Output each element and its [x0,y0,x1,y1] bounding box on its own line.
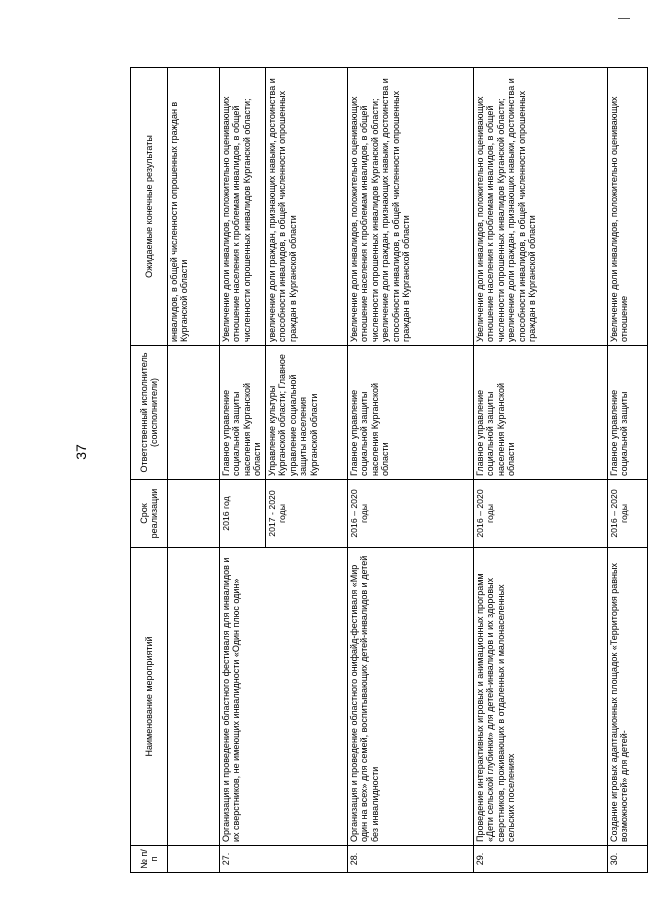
cont-executor [168,346,220,480]
row-executor: Главное управление социальной защиты населения Курганской области [348,346,474,480]
header-deadline: Срок реализации [131,480,168,548]
row-executor: Главное управление социальной защиты [608,346,648,480]
row-results: Увеличение доли инвалидов, положительно оценивающих отношение населения к проблемам инвалидов, в общей численности опрошенных инвалидов Курганской области; увеличение доли граждан, признающих навыки, достоинства и способности инвалидов, в общей численности опрошенных граждан в Курганской области [348,68,474,346]
row-executor: Управление культуры Курганской области; Главное управление социальной защиты населения Курганской области [266,346,348,480]
row-event: Создание игровых адаптационных площадок «Территория равных возможностей» для детей- [608,548,648,846]
table-row [348,68,474,873]
header-row [131,68,168,873]
continuation-row [168,68,220,873]
row-num: 27. [220,846,348,873]
header-event: Наименование мероприятий [131,548,168,846]
row-deadline: 2016 – 2020 годы [608,480,648,548]
table-row [608,68,648,873]
row-deadline: 2016 год [220,480,266,548]
table-row [474,68,608,873]
row-deadline: 2016 – 2020 годы [474,480,608,548]
events-table [130,67,648,873]
row-executor: Главное управление социальной защиты населения Курганской области [474,346,608,480]
row-num: 28. [348,846,474,873]
row-deadline: 2016 – 2020 годы [348,480,474,548]
header-executor: Ответственный исполнитель (соисполнители) [131,346,168,480]
row-results: увеличение доли граждан, признающих навыки, достоинства и способности инвалидов, в общей численности опрошенных граждан в Курганской области [266,68,348,346]
corner-mark [618,18,630,19]
header-num: № п/п [131,846,168,873]
row-num: 30. [608,846,648,873]
row-event: Проведение интерактивных игровых и анимационных программ «Дети сельской глубинки» для детей-инвалидов и их здоровых сверстников, проживающих в отдаленных и малонаселенных сельских поселениях [474,548,608,846]
cont-event [168,548,220,846]
row-deadline: 2017 - 2020 годы [266,480,348,548]
table-row [220,68,266,873]
page-number: 37 [73,444,89,460]
row-results: Увеличение доли инвалидов, положительно оценивающих отношение населения к проблемам инвалидов, в общей численности опрошенных инвалидов Курганской области; [220,68,266,346]
row-event: Организация и проведение областного фестиваля для инвалидов и их сверстников, не имеющих инвалидности «Один плюс один» [220,548,348,846]
cont-results: инвалидов, в общей численности опрошенных граждан в Курганской области [168,68,220,346]
row-num: 29. [474,846,608,873]
row-results: Увеличение доли инвалидов, положительно оценивающих отношение населения к проблемам инвалидов, в общей численности опрошенных инвалидов Курганской области; увеличение доли граждан, признающих навыки, достоинства и способности инвалидов, в общей численности опрошенных граждан в Курганской области [474,68,608,346]
cont-num [168,846,220,873]
row-executor: Главное управление социальной защиты населения Курганской области [220,346,266,480]
row-event: Организация и проведение областного онифайд-фестиваля «Мир один на всех» для семей, воспитывающих детей-инвалидов и детей без инвалидности [348,548,474,846]
cont-deadline [168,480,220,548]
rotated-table-wrapper [130,68,630,873]
header-results: Ожидаемые конечные результаты [131,68,168,346]
document-table-area [130,68,630,873]
row-results: Увеличение доли инвалидов, положительно оценивающих отношение [608,68,648,346]
